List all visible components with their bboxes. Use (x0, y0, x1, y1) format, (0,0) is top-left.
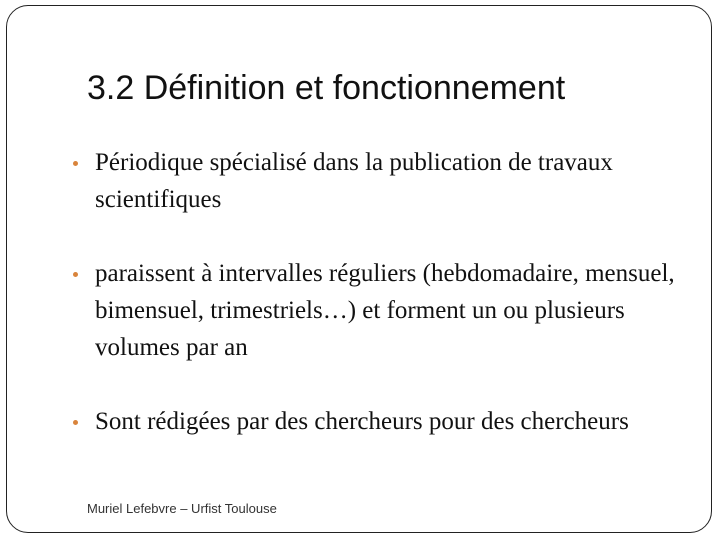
bullet-list (63, 144, 703, 440)
bullet-text: Sont rédigées par des chercheurs pour des chercheurs (95, 408, 629, 435)
bullet-dot-icon (73, 272, 78, 277)
bullet-dot-icon (73, 161, 78, 166)
bullet-item (63, 403, 703, 440)
bullet-dot-icon (73, 420, 78, 425)
slide-footer: Muriel Lefebvre – Urfist Toulouse (87, 501, 277, 516)
bullet-item (63, 144, 703, 218)
slide-frame (6, 5, 712, 533)
bullet-text: Périodique spécialisé dans la publication de travaux scientifiques (95, 149, 613, 213)
slide-title: 3.2 Définition et fonctionnement (87, 69, 566, 107)
bullet-text: paraissent à intervalles réguliers (hebdomadaire, mensuel, bimensuel, trimestriels…) et forment un ou plusieurs volumes par an (95, 260, 675, 361)
bullet-item (63, 255, 703, 366)
